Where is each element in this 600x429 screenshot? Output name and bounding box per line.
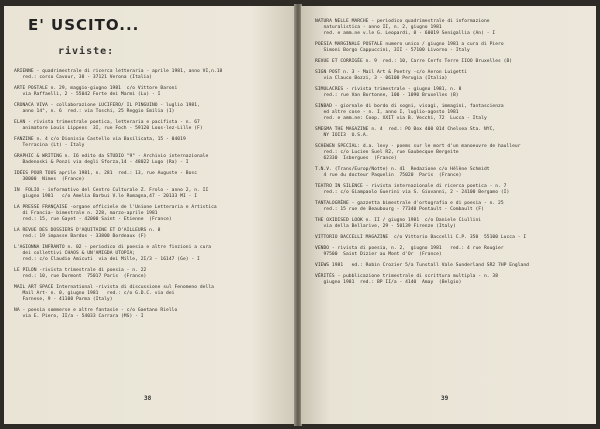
list-item: FANZINE n. 4 c/o Dionisio Castello via Basilicata, 15 - 04019 Terracina (Lt) - Italy <box>14 136 186 148</box>
list-item: T.N.V. (Trans/Europ/Notte) n. 41 Redazione c/o Hélène Schmidt 4 rue du docteur Paquelin 75020 Paris (France) <box>315 167 490 179</box>
section-subheading: riviste: <box>58 46 115 57</box>
list-item: SCHEWEN SPECIAL: d.a. levy - poems sur le mort d'un manoeuvre de haulleur red.: c/o Lucien Suel R2, rue Gaubecque Bergeite 62330 Isbergues (France) <box>315 143 521 162</box>
list-item: ARTE POSTALE n. 29, maggio-giugno 1981 c/o Vittore Baroni via Raffaelli, 2 - 55042 Forte dei Marmi (Lu) - I <box>14 85 178 97</box>
list-item: MAIL ART SPACE International -rivista di discussione sul Fenomeno della Mail Art- n. 0, giugno 1981 red.: c/o G.D.C. via dei Farnese, 9 - 41100 Parma (Italy) <box>14 285 214 303</box>
page-number-right: 39 <box>441 395 449 402</box>
list-item: LE PILON -rivista trimestrale di poesia - n. 22 red.: 10, rue Durmont 75017 Paris (France) <box>14 268 147 280</box>
list-item: NA - poesia sommerse e altre fantasie - c/o Gaetano Riello via E. Piero, II/a - 54033 Carrara (MS) - I <box>14 308 178 320</box>
list-item: L'AGIONNA INFRANTO n. 02 - periodico di poesia e altre finzioni a cura dei collettivi CHAOS & UN'AMIGDA UTOPIA; red.: c/o Claudio Amicuti via dei Mille, 2I/3 - 16147 (Ge) - I <box>14 244 212 263</box>
list-item: LA PRESSE FRANÇAISE -organe officiele de l'Unione Letteraria e Artistica di Francia- bimestrale n. 228, marzo-aprile 1981 red.: 15, rue Gayet - 42000 Saint - Etienne (France) <box>14 204 217 222</box>
list-item: THE OXIDISED LOOK n. II / giugno 1981 c/o Daniele Ciullini via della Bellarive, 29 - 50139 Firenze (Italy) <box>315 218 482 230</box>
list-item: VENDO - rivista di poesia, n. 2, giugno 1981 red.: 4 rue Rougier 97500 Saint Dizier au Mont d'Or (France) <box>315 245 504 257</box>
list-item: SIGN POST n. 3 - Mail Art & Poetry -c/o Aeron Luigetti via Clauco Bozzi, 3 - 06100 Perugia (Italia) <box>315 69 468 81</box>
right-page <box>301 6 596 424</box>
list-item: ELAN - rivista trimestrale poetica, letteraria e pacifista - n. 67 animatore Louis Lippens 3I, rue Foch - 59120 Loos-lez-Lille (F) <box>14 119 203 131</box>
list-item: VITTORIO BACCELLI MAGAZINE c/o Vittorio Baccelli C.P. 350 55100 Lucca - I <box>315 235 527 240</box>
list-item: SINBAD - giornale di bordo di sogni, visagi, immagini, fantascienza ed altre cose - n. I, anno I, luglio-agosto 1981 red. e amm.ne: Coop. XXIT via B. Vecchi, 72 Lucca - Italy <box>315 103 504 121</box>
list-item: NATURA NELLE MARCHE - periodico quadrimestrale di informazione naturalistica - anno II, n. 2, giugno 1981 red. e amm.ne v.le G. Leopardi, 8 - 60019 Senigallia (An) - I <box>315 18 496 36</box>
page-heading: E' USCITO... <box>28 16 140 34</box>
magazine-list-left <box>14 64 289 323</box>
list-item: TANTALOGRÈNE - gazzetta bimestrale d'ortografia e di poesia - n. 25 red.: 15 rue de Beaubourg - 77340 Pontault - Combault (F) <box>315 201 504 213</box>
magazine-list-right <box>315 14 586 289</box>
list-item: VÉRITÉS - pubblicazione trimestrale di scrittura multipla - n. 38 giugno 1981 red.: BP II/a - 4140 Amay (Belgio) <box>315 273 499 285</box>
list-item: GRAPHIC & WRITING n. I6 edito da STUDIO "9" - Archivio internazionale Badenoski & Ponzi via degli Sforza,14 - 48022 Lugo (Ra) - I <box>14 153 209 165</box>
list-item: SMEGMA THE MAGAZINE n. 4 red.: PO Box 400 014 Chelsea Sta. NYC, NY IOII3 U.S.A. <box>315 126 496 138</box>
list-item: REVUE ET CORRIGÉE n. 9 red.: 10, Carre Cerfs Terre IIOO Bruxelles (B) <box>315 58 513 64</box>
left-page <box>4 6 295 424</box>
page-number-left: 38 <box>144 395 152 402</box>
list-item: POESIA MARGINALE POSTALE numero unico / giugno 1981 a cura di Piero Simoni Borgo Cappuccini, 3II - 57100 Livorno - Italy <box>315 41 504 53</box>
list-item: TEATRO IN SILENCE - rivista internazionale di ricerca poetica - n. 7 red.: c/o Giampaolo Guerini via S. Giovanni, 2 - 24100 Bergamo (I) <box>315 184 510 196</box>
list-item: IN FOLIO - informativo del Centro Culturale Z. Frolo - anno 2, n. II giugno 1981 c/o Amelia Barbui V.le Romagna,47 - 20133 MI - I <box>14 187 209 199</box>
list-item: SIMULACRES - rivista trimestrale - giugno 1981, n. 8 red.: rue Van Bortonne, 100 - 1090 Bruxelles (B) <box>315 86 462 98</box>
list-item: LA REVUE DES DOSSIERS D'AQUITAINE ET D'AILLEURS n. 8 red.: 19 impasse Bardos - 33800 Bordeaux (F) <box>14 227 161 239</box>
list-item: VIEWS 1981 ed.: Robin Crozier 5/a Tunstall Vale Sunderland SR2 7HP England <box>315 262 529 268</box>
list-item: ARIENNE - quadrimestrale di ricerca letteraria - aprile 1981, anno VI,n.18 red.: corso Cavour, 38 - 37121 Verona (Italia) <box>14 68 223 80</box>
list-item: IDÉES POUR TOUS aprile 1981, n. 281 red.: 13, rue Auguste - Bosc 30000 Nimes (France) <box>14 170 198 182</box>
list-item: CRONACA VIVA - collaborazione LUCIFERO/ IL PINGUINO - luglio 1981, anno 14°, n. 6 red.: via Toschi, 25 Reggio Emilia (I) <box>14 102 200 114</box>
